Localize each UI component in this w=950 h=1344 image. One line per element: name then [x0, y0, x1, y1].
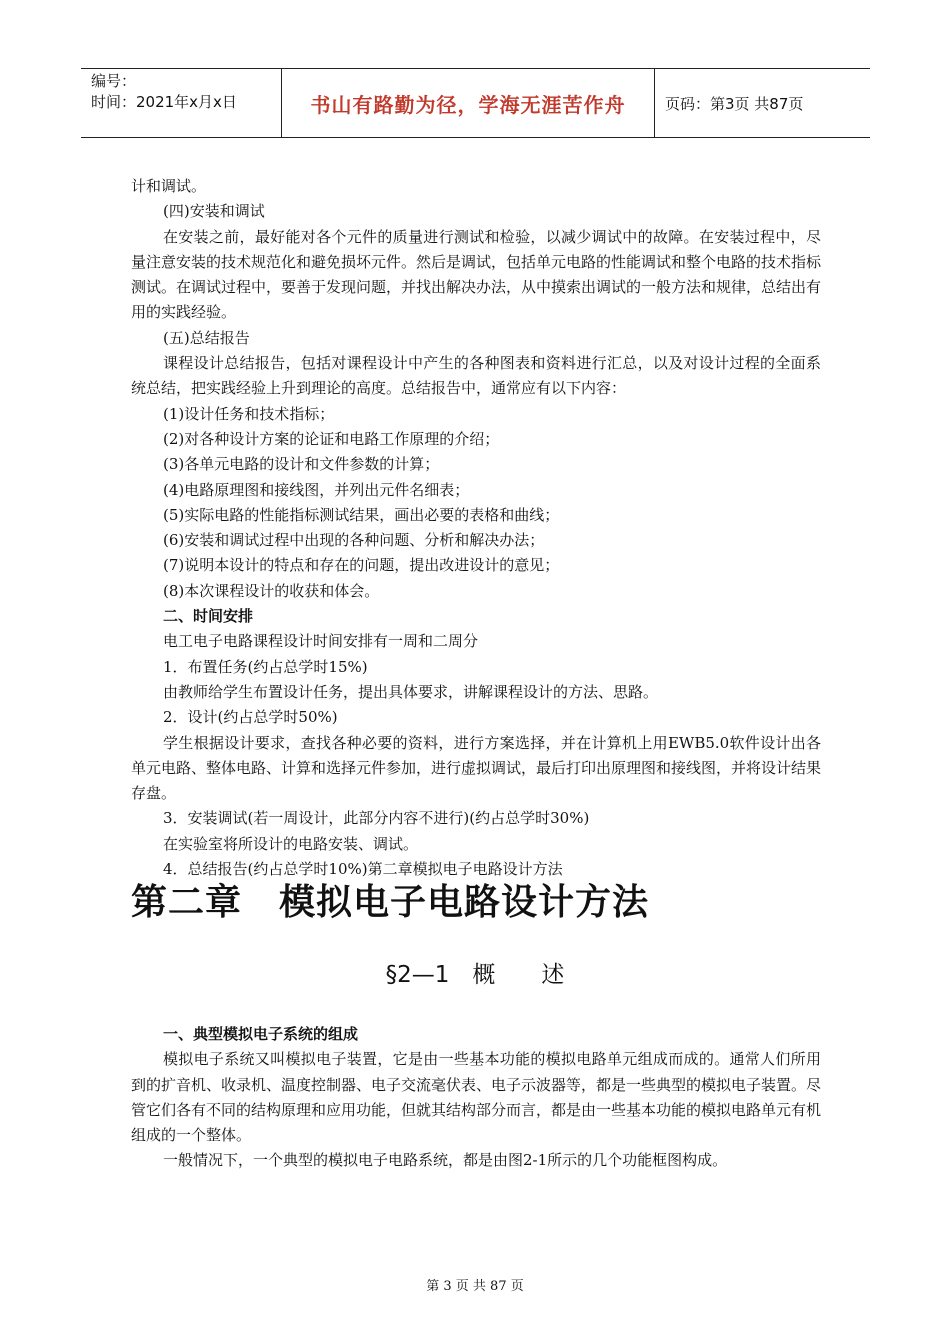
paragraph: 1．布置任务(约占总学时15%) — [163, 657, 368, 676]
page-footer: 第 3 页 共 87 页 — [426, 1279, 524, 1294]
paragraph: (1)设计任务和技术指标； — [163, 404, 335, 423]
paragraph: (五)总结报告 — [163, 328, 250, 347]
paragraph: 在安装之前，最好能对各个元件的质量进行测试和检验，以减少调试中的故障。在安装过程中，尽量注意安装的技术规范化和避免损坏元件。然后是调试，包括单元电路的性能调试和整个电路的技术指标测试。在调试过程中，要善于发现问题，并找出解决办法，从中摸索出调试的一般方法和规律，总结出有用的实践经验。 — [131, 227, 822, 322]
paragraph: 由教师给学生布置设计任务，提出具体要求，讲解课程设计的方法、思路。 — [163, 682, 659, 701]
paragraph: (四)安装和调试 — [163, 202, 265, 221]
paragraph: 2．设计(约占总学时50%) — [163, 708, 338, 727]
paragraph: (8)本次课程设计的收获和体会。 — [163, 581, 380, 600]
body-text-2 — [131, 1022, 821, 1174]
header-motto-cell — [282, 69, 655, 137]
header-page-info: 页码：第3页 共87页 — [665, 94, 804, 113]
paragraph: 课程设计总结报告，包括对课程设计中产生的各种图表和资料进行汇总，以及对设计过程的全面系统总结，把实践经验上升到理论的高度。总结报告中，通常应有以下内容： — [131, 354, 821, 398]
paragraph: 一、典型模拟电子系统的组成 — [163, 1025, 359, 1043]
chapter-title: 第二章 模拟电子电路设计方法 — [131, 882, 650, 923]
motto-text: 书山有路勤为径，学海无涯苦作舟 — [310, 92, 626, 117]
paragraph: 二、时间安排 — [163, 607, 254, 626]
date-label: 时间：2021年x月x日 — [91, 93, 237, 111]
paragraph: 在实验室将所设计的电路安装、调试。 — [163, 834, 419, 853]
paragraph: (4)电路原理图和接线图，并列出元件名细表； — [163, 480, 470, 499]
section-title: §2—1 概 述 — [385, 962, 565, 988]
number-label: 编号： — [91, 72, 137, 90]
paragraph: (6)安装和调试过程中出现的各种问题、分析和解决办法； — [163, 531, 545, 550]
paragraph: 模拟电子系统又叫模拟电子装置，它是由一些基本功能的模拟电路单元组成而成的。通常人们所用到的扩音机、收录机、温度控制器、电子交流毫伏表、电子示波器等，都是一些典型的模拟电子装置。尽管它们各有不同的结构原理和应用功能，但就其结构部分而言，都是由一些基本功能的模拟电路单元有机组成的一个整体。 — [131, 1050, 822, 1145]
paragraph: 4．总结报告(约占总学时10%)第二章模拟电子电路设计方法 — [163, 860, 563, 879]
paragraph: (7)说明本设计的特点和存在的问题，提出改进设计的意见； — [163, 556, 560, 575]
body-text — [131, 174, 821, 882]
paragraph: 学生根据设计要求，查找各种必要的资料，进行方案选择，并在计算机上用EWB5.0软件设计出各单元电路、整体电路、计算和选择元件参加，进行虚拟调试，最后打印出原理图和接线图，并将设计结果存盘。 — [131, 733, 822, 803]
header-meta — [81, 69, 282, 137]
paragraph: (3)各单元电路的设计和文件参数的计算； — [163, 455, 440, 474]
paragraph: 3．安装调试(若一周设计，此部分内容不进行)(约占总学时30%) — [163, 809, 590, 828]
paragraph: 计和调试。 — [131, 177, 207, 195]
paragraph: 一般情况下，一个典型的模拟电子电路系统，都是由图2-1所示的几个功能框图构成。 — [163, 1151, 728, 1170]
paragraph: 电工电子电路课程设计时间安排有一周和二周分 — [163, 632, 479, 651]
paragraph: (5)实际电路的性能指标测试结果，画出必要的表格和曲线； — [163, 505, 560, 524]
paragraph: (2)对各种设计方案的论证和电路工作原理的介绍； — [163, 429, 500, 448]
page-header — [81, 68, 870, 138]
